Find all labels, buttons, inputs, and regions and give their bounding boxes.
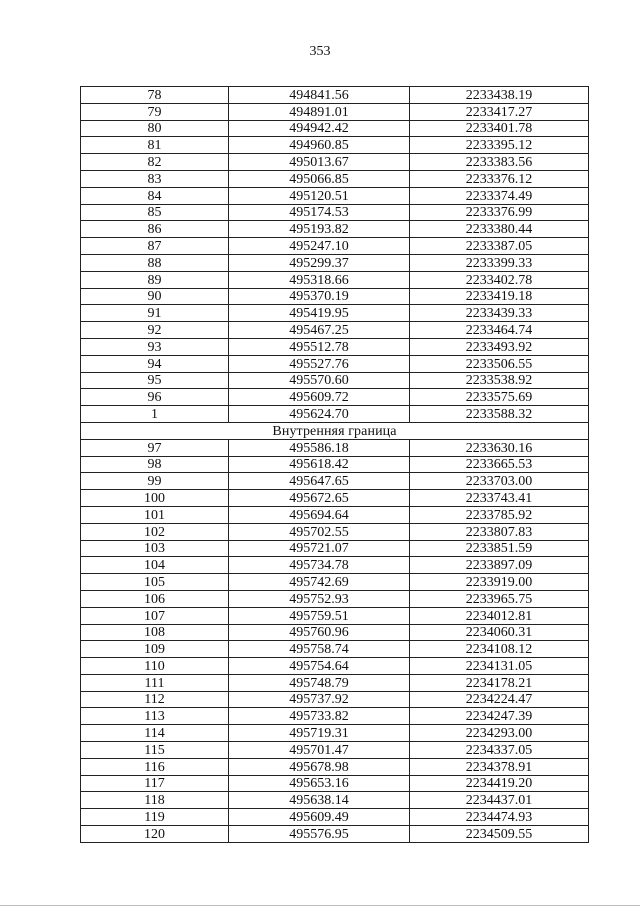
point-number-cell: 105	[81, 574, 229, 591]
y-coordinate-cell: 2233417.27	[410, 103, 589, 120]
table-row	[81, 271, 589, 288]
point-number-cell: 79	[81, 103, 229, 120]
table-row	[81, 389, 589, 406]
y-coordinate-cell: 2234474.93	[410, 809, 589, 826]
point-number-cell: 92	[81, 322, 229, 339]
page-bottom-edge	[0, 905, 640, 906]
section-label: Внутренняя граница	[81, 422, 589, 439]
y-coordinate-cell: 2233851.59	[410, 540, 589, 557]
table-row	[81, 254, 589, 271]
x-coordinate-cell: 495247.10	[229, 238, 410, 255]
x-coordinate-cell: 495609.49	[229, 809, 410, 826]
point-number-cell: 119	[81, 809, 229, 826]
y-coordinate-cell: 2233538.92	[410, 372, 589, 389]
table-row	[81, 120, 589, 137]
table-row	[81, 775, 589, 792]
table-row	[81, 338, 589, 355]
x-coordinate-cell: 495193.82	[229, 221, 410, 238]
x-coordinate-cell: 495066.85	[229, 170, 410, 187]
y-coordinate-cell: 2233383.56	[410, 154, 589, 171]
table-row	[81, 658, 589, 675]
y-coordinate-cell: 2233374.49	[410, 187, 589, 204]
y-coordinate-cell: 2233439.33	[410, 305, 589, 322]
table-row	[81, 170, 589, 187]
table-row	[81, 473, 589, 490]
table-row	[81, 624, 589, 641]
point-number-cell: 84	[81, 187, 229, 204]
y-coordinate-cell: 2233743.41	[410, 490, 589, 507]
table-row	[81, 691, 589, 708]
point-number-cell: 104	[81, 557, 229, 574]
point-number-cell: 110	[81, 658, 229, 675]
x-coordinate-cell: 495748.79	[229, 674, 410, 691]
y-coordinate-cell: 2233807.83	[410, 523, 589, 540]
x-coordinate-cell: 495752.93	[229, 590, 410, 607]
point-number-cell: 114	[81, 725, 229, 742]
point-number-cell: 99	[81, 473, 229, 490]
table-row	[81, 758, 589, 775]
table-row	[81, 87, 589, 104]
x-coordinate-cell: 495638.14	[229, 792, 410, 809]
y-coordinate-cell: 2233387.05	[410, 238, 589, 255]
table-row	[81, 826, 589, 843]
point-number-cell: 93	[81, 338, 229, 355]
y-coordinate-cell: 2233438.19	[410, 87, 589, 104]
point-number-cell: 111	[81, 674, 229, 691]
y-coordinate-cell: 2234012.81	[410, 607, 589, 624]
table-row	[81, 322, 589, 339]
table-row	[81, 238, 589, 255]
table-row	[81, 406, 589, 423]
y-coordinate-cell: 2233464.74	[410, 322, 589, 339]
table-body-inner-boundary	[81, 439, 589, 842]
x-coordinate-cell: 495733.82	[229, 708, 410, 725]
y-coordinate-cell: 2233630.16	[410, 439, 589, 456]
section-row	[81, 422, 589, 439]
x-coordinate-cell: 495759.51	[229, 607, 410, 624]
y-coordinate-cell: 2233506.55	[410, 355, 589, 372]
x-coordinate-cell: 495467.25	[229, 322, 410, 339]
y-coordinate-cell: 2234509.55	[410, 826, 589, 843]
x-coordinate-cell: 494841.56	[229, 87, 410, 104]
point-number-cell: 91	[81, 305, 229, 322]
point-number-cell: 95	[81, 372, 229, 389]
point-number-cell: 102	[81, 523, 229, 540]
table-row	[81, 221, 589, 238]
point-number-cell: 120	[81, 826, 229, 843]
table-row	[81, 154, 589, 171]
table-body-outer-boundary	[81, 87, 589, 423]
y-coordinate-cell: 2233402.78	[410, 271, 589, 288]
y-coordinate-cell: 2234108.12	[410, 641, 589, 658]
table-row	[81, 607, 589, 624]
x-coordinate-cell: 495758.74	[229, 641, 410, 658]
table-row	[81, 523, 589, 540]
point-number-cell: 109	[81, 641, 229, 658]
y-coordinate-cell: 2233419.18	[410, 288, 589, 305]
x-coordinate-cell: 495419.95	[229, 305, 410, 322]
table-row	[81, 305, 589, 322]
x-coordinate-cell: 495624.70	[229, 406, 410, 423]
table-row	[81, 137, 589, 154]
x-coordinate-cell: 495721.07	[229, 540, 410, 557]
x-coordinate-cell: 495742.69	[229, 574, 410, 591]
point-number-cell: 101	[81, 506, 229, 523]
x-coordinate-cell: 495318.66	[229, 271, 410, 288]
y-coordinate-cell: 2233703.00	[410, 473, 589, 490]
table-row	[81, 641, 589, 658]
point-number-cell: 83	[81, 170, 229, 187]
point-number-cell: 96	[81, 389, 229, 406]
x-coordinate-cell: 495719.31	[229, 725, 410, 742]
y-coordinate-cell: 2233965.75	[410, 590, 589, 607]
y-coordinate-cell: 2233401.78	[410, 120, 589, 137]
table-row	[81, 590, 589, 607]
y-coordinate-cell: 2234247.39	[410, 708, 589, 725]
table-row	[81, 490, 589, 507]
section-header-group	[81, 422, 589, 439]
x-coordinate-cell: 495737.92	[229, 691, 410, 708]
table-row	[81, 540, 589, 557]
y-coordinate-cell: 2234224.47	[410, 691, 589, 708]
table-row	[81, 809, 589, 826]
point-number-cell: 89	[81, 271, 229, 288]
y-coordinate-cell: 2234131.05	[410, 658, 589, 675]
y-coordinate-cell: 2233785.92	[410, 506, 589, 523]
x-coordinate-cell: 495570.60	[229, 372, 410, 389]
table-row	[81, 439, 589, 456]
x-coordinate-cell: 495701.47	[229, 742, 410, 759]
y-coordinate-cell: 2234060.31	[410, 624, 589, 641]
x-coordinate-cell: 495174.53	[229, 204, 410, 221]
point-number-cell: 113	[81, 708, 229, 725]
y-coordinate-cell: 2234437.01	[410, 792, 589, 809]
x-coordinate-cell: 495760.96	[229, 624, 410, 641]
point-number-cell: 112	[81, 691, 229, 708]
table-row	[81, 708, 589, 725]
y-coordinate-cell: 2233376.12	[410, 170, 589, 187]
y-coordinate-cell: 2233493.92	[410, 338, 589, 355]
x-coordinate-cell: 495370.19	[229, 288, 410, 305]
y-coordinate-cell: 2233395.12	[410, 137, 589, 154]
x-coordinate-cell: 495576.95	[229, 826, 410, 843]
point-number-cell: 116	[81, 758, 229, 775]
x-coordinate-cell: 495754.64	[229, 658, 410, 675]
y-coordinate-cell: 2233897.09	[410, 557, 589, 574]
point-number-cell: 108	[81, 624, 229, 641]
point-number-cell: 97	[81, 439, 229, 456]
y-coordinate-cell: 2233919.00	[410, 574, 589, 591]
point-number-cell: 115	[81, 742, 229, 759]
point-number-cell: 100	[81, 490, 229, 507]
table-row	[81, 288, 589, 305]
x-coordinate-cell: 495527.76	[229, 355, 410, 372]
point-number-cell: 103	[81, 540, 229, 557]
point-number-cell: 118	[81, 792, 229, 809]
x-coordinate-cell: 495694.64	[229, 506, 410, 523]
x-coordinate-cell: 495618.42	[229, 456, 410, 473]
point-number-cell: 117	[81, 775, 229, 792]
table-row	[81, 456, 589, 473]
point-number-cell: 80	[81, 120, 229, 137]
x-coordinate-cell: 495734.78	[229, 557, 410, 574]
page-number: 353	[309, 44, 331, 59]
table-row	[81, 187, 589, 204]
x-coordinate-cell: 494960.85	[229, 137, 410, 154]
x-coordinate-cell: 495299.37	[229, 254, 410, 271]
point-number-cell: 81	[81, 137, 229, 154]
point-number-cell: 90	[81, 288, 229, 305]
table-row	[81, 742, 589, 759]
table-row	[81, 372, 589, 389]
point-number-cell: 107	[81, 607, 229, 624]
x-coordinate-cell: 495653.16	[229, 775, 410, 792]
point-number-cell: 86	[81, 221, 229, 238]
table-row	[81, 792, 589, 809]
table-row	[81, 103, 589, 120]
x-coordinate-cell: 495672.65	[229, 490, 410, 507]
y-coordinate-cell: 2233380.44	[410, 221, 589, 238]
table-row	[81, 725, 589, 742]
x-coordinate-cell: 495702.55	[229, 523, 410, 540]
table-row	[81, 557, 589, 574]
table-row	[81, 355, 589, 372]
y-coordinate-cell: 2233399.33	[410, 254, 589, 271]
point-number-cell: 85	[81, 204, 229, 221]
x-coordinate-cell: 495512.78	[229, 338, 410, 355]
point-number-cell: 94	[81, 355, 229, 372]
point-number-cell: 98	[81, 456, 229, 473]
coordinates-table	[80, 86, 589, 843]
y-coordinate-cell: 2234378.91	[410, 758, 589, 775]
point-number-cell: 78	[81, 87, 229, 104]
x-coordinate-cell: 495586.18	[229, 439, 410, 456]
y-coordinate-cell: 2233575.69	[410, 389, 589, 406]
point-number-cell: 106	[81, 590, 229, 607]
table-row	[81, 506, 589, 523]
y-coordinate-cell: 2234293.00	[410, 725, 589, 742]
x-coordinate-cell: 495013.67	[229, 154, 410, 171]
y-coordinate-cell: 2233376.99	[410, 204, 589, 221]
table-row	[81, 674, 589, 691]
point-number-cell: 82	[81, 154, 229, 171]
y-coordinate-cell: 2234337.05	[410, 742, 589, 759]
y-coordinate-cell: 2233588.32	[410, 406, 589, 423]
x-coordinate-cell: 495678.98	[229, 758, 410, 775]
table-row	[81, 574, 589, 591]
point-number-cell: 1	[81, 406, 229, 423]
y-coordinate-cell: 2233665.53	[410, 456, 589, 473]
point-number-cell: 88	[81, 254, 229, 271]
y-coordinate-cell: 2234419.20	[410, 775, 589, 792]
x-coordinate-cell: 495120.51	[229, 187, 410, 204]
x-coordinate-cell: 494942.42	[229, 120, 410, 137]
x-coordinate-cell: 495647.65	[229, 473, 410, 490]
y-coordinate-cell: 2234178.21	[410, 674, 589, 691]
table-row	[81, 204, 589, 221]
point-number-cell: 87	[81, 238, 229, 255]
x-coordinate-cell: 495609.72	[229, 389, 410, 406]
x-coordinate-cell: 494891.01	[229, 103, 410, 120]
